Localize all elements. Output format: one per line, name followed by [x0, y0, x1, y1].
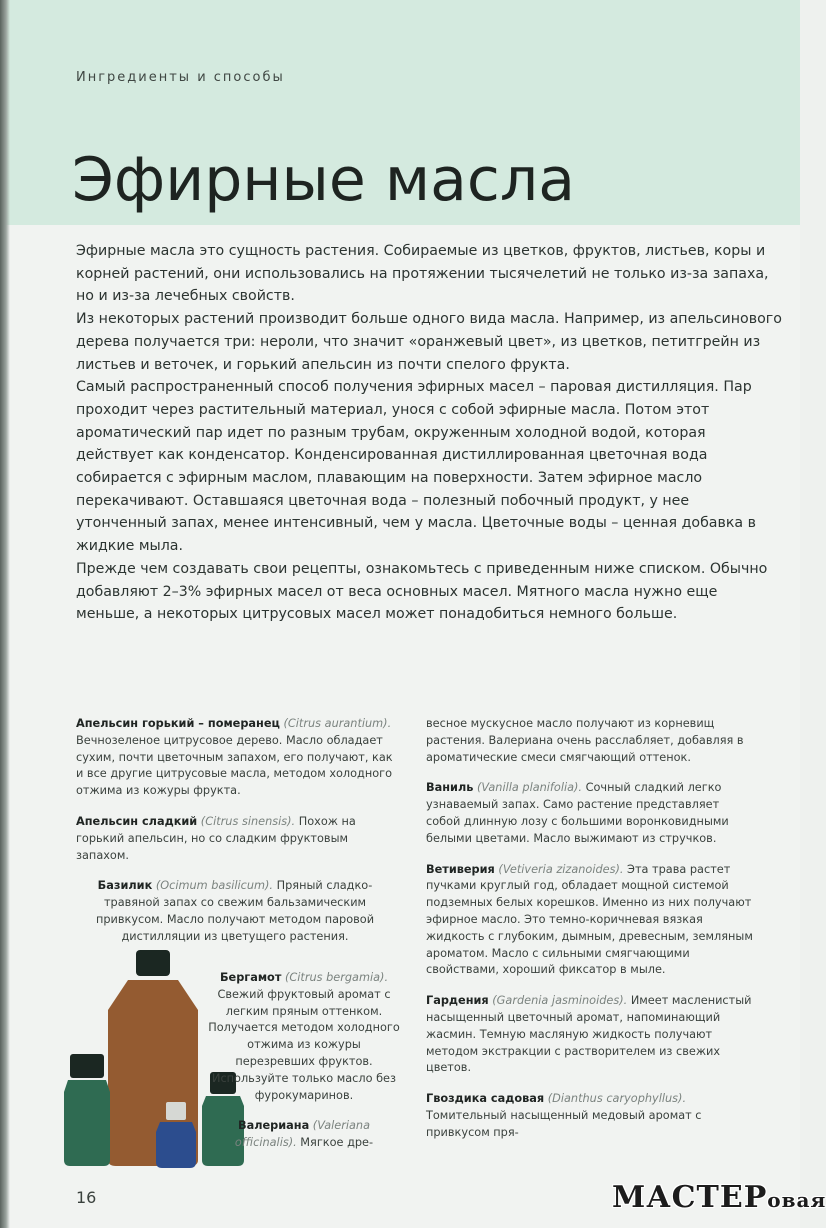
amber-bottle-cap [136, 950, 170, 976]
oil-name: Бергамот [219, 971, 282, 984]
watermark-suffix: овая [767, 1188, 826, 1212]
intro-paragraph: Самый распространенный способ получения эфирных масел – паровая дистилляция. Пар проходит через растительный материал, унося с собой эфирные масла. Потом этот ароматический пар идет по разным трубам, окруженным холодной водой, которая действует как конденсатор. Конденсированная дистиллированная цветочная вода собирается с эфирным маслом, плавающим на поверхности. Затем эфирное масло перекачивают. Оставшаяся цветочная вода – полезный побочный продукт, у нее утонченный запах, менее интенсивный, чем у масла. Цветочные воды – ценная добавка в жидкие мыла. [76, 379, 757, 555]
blue-bottle [156, 1122, 196, 1168]
oil-name: Гвоздика садовая [426, 1092, 545, 1106]
oil-latin-name: (Vetiveria zizanoides). [498, 862, 624, 876]
oil-entry-bergamot [206, 970, 402, 1104]
valerian-continuation: весное мускусное масло получают из корневищ растения. Валериана очень расслабляет, добавляя в ароматические смеси смягчающий оттенок. [426, 717, 744, 764]
wrapped-text [206, 970, 402, 1166]
oil-description: Сочный сладкий легко узнаваемый запах. Само растение представляет собой длинную лозу с большими воронковидными белыми цветами. Масло выжимают из стручков. [426, 781, 729, 845]
oil-entry-valerian [206, 1118, 402, 1152]
right-column [426, 716, 756, 1156]
oil-latin-name: (Citrus aurantium). [283, 717, 392, 730]
oil-name: Валериана [237, 1119, 310, 1133]
oil-name: Апельсин горький – померанец [76, 717, 280, 730]
oil-description: Пряный сладко-травяной запах со свежим бальзамическим привкусом. Масло получают методом паровой дистилляции из цветущего растения. [95, 879, 375, 943]
oil-latin-name: (Citrus bergamia). [284, 971, 389, 984]
green-bottle-cap [70, 1054, 104, 1078]
oil-latin-name: (Vanilla planifolia). [476, 781, 583, 795]
oil-entry-vetiver [426, 862, 756, 980]
watermark-logo [612, 1180, 826, 1215]
watermark-text: МАСТЕР [612, 1180, 768, 1215]
oil-description: Вечнозеленое цитрусовое дерево. Масло обладает сухим, почти цветочным запахом, его получают, как и все другие цитрусовые масла, методом холодного отжима из кожуры фрукта. [76, 733, 393, 798]
page-number: 16 [76, 1188, 97, 1207]
oil-description: Мягкое дре- [296, 1136, 374, 1150]
left-column [76, 716, 394, 960]
oil-name: Базилик [97, 879, 153, 893]
oil-name: Гардения [426, 994, 489, 1008]
oil-entry-basil [76, 878, 394, 945]
oil-entry-sweet-orange [76, 814, 394, 864]
oil-description: Похож на горький апельсин, но со сладким фруктовым запахом. [76, 814, 356, 862]
green-bottle [64, 1080, 110, 1166]
oil-latin-name: (Dianthus caryophyllus). [547, 1092, 687, 1106]
page-title: Эфирные масла [72, 145, 575, 215]
intro-paragraph: Эфирные масла это сущность растения. Собираемые из цветков, фруктов, листьев, коры и корней растений, они использовались на протяжении тысячелетий не только из-за запаха, но и из-за лечебных свойств. [76, 243, 769, 305]
book-spine-shadow [0, 0, 10, 1228]
oil-description: Свежий фруктовый аромат с легким пряным оттенком. Получается методом холодного отжима из кожуры перезревших фруктов. Используйте только масло без фурокумаринов. [208, 987, 400, 1102]
section-label: Ингредиенты и способы [76, 70, 285, 85]
oil-entry-vanilla [426, 780, 756, 847]
intro-paragraph: Прежде чем создавать свои рецепты, ознакомьтесь с приведенным ниже списком. Обычно добавляют 2–3% эфирных масел от веса основных масел. Мятного масла нужно еще меньше, а некоторых цитрусовых масел может понадобиться немного больше. [76, 560, 768, 623]
oil-latin-name: (Citrus sinensis). [200, 814, 296, 828]
oil-description: Имеет масленистый насыщенный цветочный аромат, напоминающий жасмин. Темную масляную жидкость получают методом экстракции с растворителем из свежих цветов. [426, 994, 752, 1075]
oil-latin-name: (Ocimum basilicum). [155, 879, 274, 893]
oil-latin-name: (Valeriana officinalis). [234, 1119, 371, 1150]
intro-text [76, 240, 782, 626]
oil-description: Эта трава растет пучками круглый год, обладает мощной системой подземных белых корешков. Именно из них получают эфирное масло. Это темно-коричневая вязкая жидкость с глубоким, дымным, древесным, земляным ароматом. Масло с сильными смягчающими свойствами, хороший фиксатор в мыле. [426, 862, 753, 977]
oil-description: Томительный насыщенный медовый аромат с привкусом пря- [426, 1108, 702, 1139]
oil-name: Ветиверия [426, 862, 495, 876]
blue-bottle-cap [166, 1102, 186, 1120]
oil-entry-bitter-orange [76, 716, 394, 800]
oil-entry-carnation [426, 1091, 756, 1141]
oil-latin-name: (Gardenia jasminoides). [492, 994, 628, 1008]
oil-name: Апельсин сладкий [76, 814, 198, 828]
oil-entry-gardenia [426, 993, 756, 1077]
intro-paragraph: Из некоторых растений производит больше одного вида масла. Например, из апельсинового дерева получается три: нероли, что значит «оранжевый цвет», из цветков, петитгрейн из листьев и веточек, и горький апельсин из почти спелого фрукта. [76, 311, 782, 373]
oil-name: Ваниль [426, 781, 474, 795]
